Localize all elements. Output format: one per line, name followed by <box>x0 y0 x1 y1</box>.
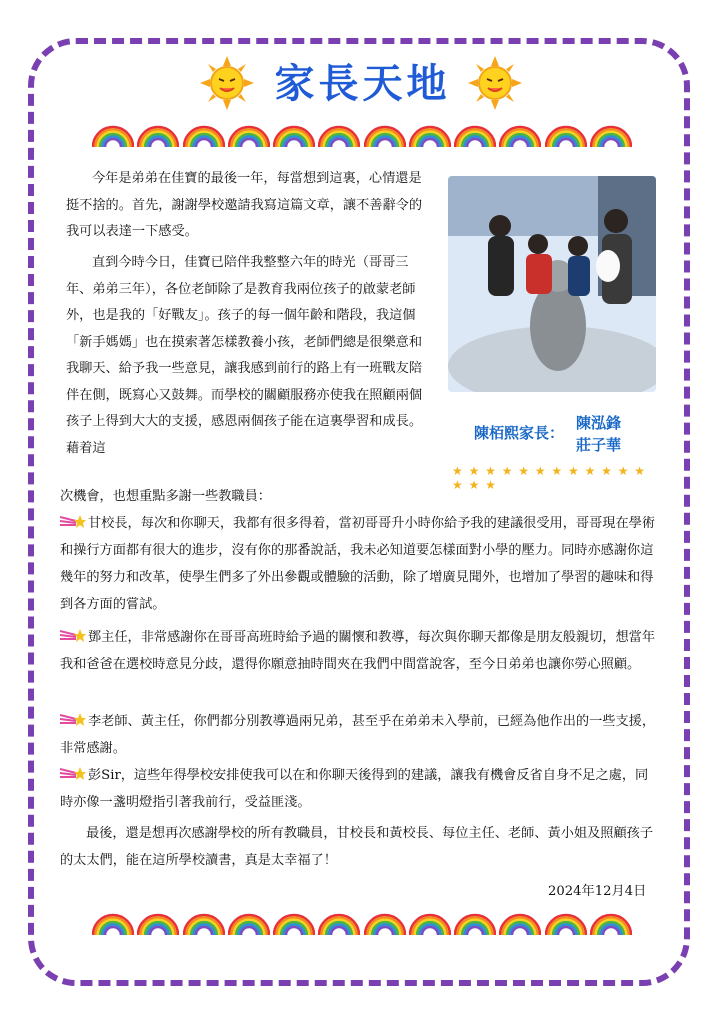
rainbow-icon <box>590 122 632 148</box>
star-decoration: ★ ★ ★ ★ ★ ★ ★ ★ ★ ★ ★ ★ ★ ★ ★ <box>452 464 647 492</box>
page-title: 家長天地 <box>274 61 451 107</box>
paragraph-2-end: 次機會，也想重點多謝一些教職員： <box>60 489 271 504</box>
paragraph-1: 今年是弟弟在佳寶的最後一年，每當想到這裏，心情還是挺不捨的。首先，謝謝學校邀請我寫這篇文章，讓不善辭令的我可以表達一下感受。 <box>66 171 423 239</box>
shooting-star-icon <box>60 627 86 643</box>
thanks-item-2 <box>60 624 660 678</box>
letter-date: 2024年12月4日 <box>548 884 647 899</box>
rainbow-divider-bottom <box>92 910 632 940</box>
shooting-star-icon <box>60 765 86 781</box>
shooting-star-icon <box>60 513 86 529</box>
thanks-text-4: 彭Sir，這些年得學校安排使我可以在和你聊天後得到的建議，讓我有機會反省自身不足之處，同時亦像一盞明燈指引著我前行，受益匪淺。 <box>60 768 649 810</box>
thanks-text-1: 甘校長，每次和你聊天，我都有很多得着，當初哥哥升小時你給予我的建議很受用，哥哥現在學術和操行方面都有很大的進步，沒有你的那番說話，我未必知道要怎樣面對小學的壓力。同時亦感謝你這幾年的努力和改革，使學生們多了外出參觀或體驗的活動，除了增廣見聞外，也增加了學習的趣味和得到各方面的嘗試。 <box>60 516 656 612</box>
parent-name-1: 陳泓鋒 <box>576 414 622 432</box>
rainbow-icon <box>273 122 315 148</box>
parent-names <box>576 412 621 456</box>
closing-paragraph: 最後，還是想再次感謝學校的所有教職員，甘校長和黃校長、每位主任、老師、黃小姐及照顧孩子的太太們，能在這所學校讀書，真是太幸福了！ <box>60 826 654 868</box>
rainbow-icon <box>499 122 541 148</box>
thanks-text-3: 李老師、黃主任，你們都分別教導過兩兄弟，甚至乎在弟弟未入學前，已經為他作出的一些支援，非常感謝。 <box>60 714 656 756</box>
parent-label: 陳栢熙家長： <box>474 424 565 442</box>
shooting-star-icon <box>60 711 86 727</box>
thanks-item-3 <box>60 708 660 762</box>
rainbow-icon <box>364 910 406 936</box>
rainbow-icon <box>92 910 134 936</box>
rainbow-icon <box>590 910 632 936</box>
rainbow-icon <box>137 122 179 148</box>
rainbow-icon <box>318 122 360 148</box>
rainbow-icon <box>454 122 496 148</box>
rainbow-icon <box>318 910 360 936</box>
rainbow-divider-top <box>92 122 632 152</box>
rainbow-icon <box>499 910 541 936</box>
rainbow-icon <box>273 910 315 936</box>
rainbow-icon <box>409 122 451 148</box>
family-photo <box>448 176 656 392</box>
thanks-item-4 <box>60 762 660 816</box>
rainbow-icon <box>545 122 587 148</box>
parent-name-2: 莊子華 <box>576 436 622 454</box>
thanks-text-2: 鄧主任，非常感謝你在哥哥高班時給予過的關懷和教導，每次與你聊天都像是朋友般親切，想當年我和爸爸在選校時意見分歧，還得你願意抽時間夾在我們中間當說客，至今日弟弟也讓你勞心照顧。 <box>60 630 656 672</box>
thanks-item-1 <box>60 510 660 618</box>
paragraph-2: 直到今時今日，佳寶已陪伴我整整六年的時光（哥哥三年、弟弟三年），各位老師除了是教育我兩位孩子的啟蒙老師外，也是我的「好戰友」。孩子的每一個年齡和階段，我這個「新手媽媽」也在摸索著怎樣教養小孩，老師們總是很樂意和我聊天、給予我一些意見，讓我感到前行的路上有一班戰友陪伴在側，既寫心又鼓舞。而學校的關顧服務亦使我在照顧兩個孩子上得到大大的支援，感恩兩個孩子能在這裏學習和成長。藉着這 <box>66 255 423 456</box>
rainbow-icon <box>364 122 406 148</box>
rainbow-icon <box>228 910 270 936</box>
rainbow-icon <box>409 910 451 936</box>
rainbow-icon <box>183 122 225 148</box>
rainbow-icon <box>92 122 134 148</box>
rainbow-icon <box>545 910 587 936</box>
rainbow-icon <box>454 910 496 936</box>
rainbow-icon <box>137 910 179 936</box>
rainbow-icon <box>228 122 270 148</box>
rainbow-icon <box>183 910 225 936</box>
